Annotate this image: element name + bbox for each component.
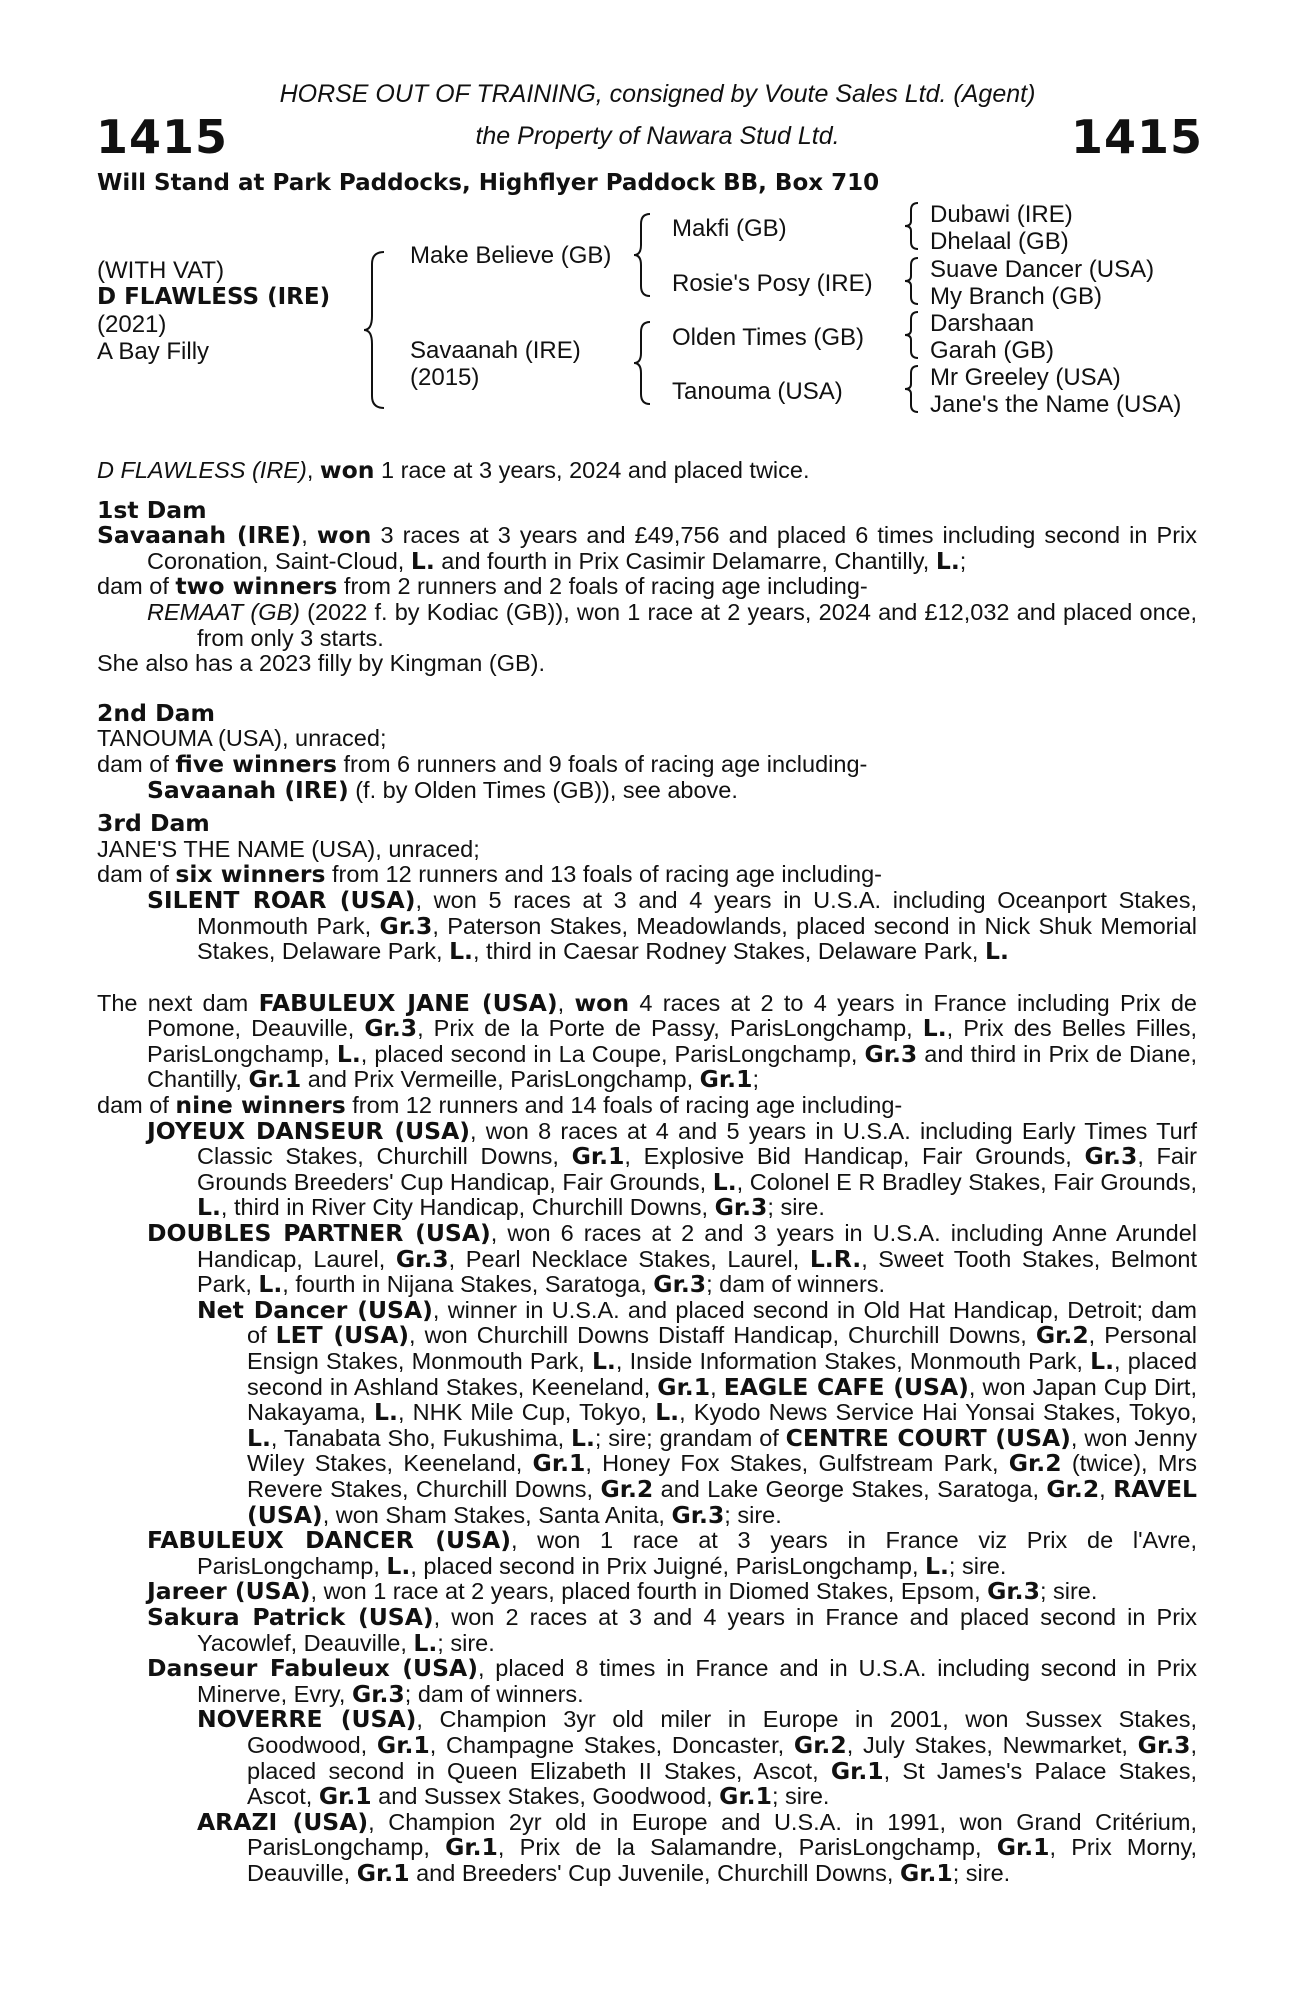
pedigree-brace-g1 xyxy=(905,201,921,251)
joyeux-danseur-entry: JOYEUX DANSEUR (USA), won 8 races at 4 and 5 years in U.S.A. including Early Times Turf Classic Stakes, Churchill Downs, Gr.1, Explosive Bid Handicap, Fair Grounds, Gr.3, Fair Grounds Breeders' Cup Handicap, Fair Grounds, L., Colonel E R Bradley Stakes, Fair Grounds, L., third in River City Handicap, Churchill Downs, Gr.3; sire. xyxy=(147,1116,1198,1222)
sire-sire: Makfi (GB) xyxy=(672,215,787,242)
horse-description: A Bay Filly xyxy=(97,338,210,365)
fabuleux-dancer-entry: FABULEUX DANCER (USA), won 1 race at 3 years in France viz Prix de l'Avre, ParisLongchamp, L., placed second in Prix Juigné, ParisLongchamp, L.; sire. xyxy=(147,1526,1197,1580)
jareer-entry: Jareer (USA), won 1 race at 2 years, placed fourth in Diomed Stakes, Epsom, Gr.3; sire. xyxy=(147,1577,1098,1606)
next-dam-paragraph: The next dam FABULEUX JANE (USA), won 4 races at 2 to 4 years in France including Prix de Pomone, Deauville, Gr.3, Prix de la Porte de Passy, ParisLongchamp, L., Prix des Belles Filles, ParisLongchamp, L., placed second in La Coupe, ParisLongchamp, Gr.3 and third in Prix de Diane, Chantilly, Gr.1 and Prix Vermeille, ParisLongchamp, Gr.1; xyxy=(97,988,1197,1094)
property-line: the Property of Nawara Stud Ltd. xyxy=(475,122,840,150)
third-dam-produce: dam of six winners from 12 runners and 13 foals of racing age including- xyxy=(97,860,882,889)
gg-8: Jane's the Name (USA) xyxy=(930,391,1182,418)
sire-dam: Rosie's Posy (IRE) xyxy=(672,270,873,297)
pedigree-brace-g3 xyxy=(905,310,921,360)
next-dam-produce: dam of nine winners from 12 runners and 14 foals of racing age including- xyxy=(97,1091,903,1120)
catalogue-body xyxy=(97,458,1197,1886)
sakura-patrick-entry: Sakura Patrick (USA), won 2 races at 3 and 4 years in France and placed second in Prix Yacowlef, Deauville, L.; sire. xyxy=(147,1602,1197,1657)
stand-location: Will Stand at Park Paddocks, Highflyer Paddock BB, Box 710 xyxy=(97,170,880,196)
arazi-entry: ARAZI (USA), Champion 2yr old in Europe and U.S.A. in 1991, won Grand Critérium, ParisLongchamp, Gr.1, Prix de la Salamandre, ParisLongchamp, Gr.1, Prix Morny, Deauville, Gr.1 and Breeders' Cup Juvenile, Churchill Downs, Gr.1; sire. xyxy=(197,1807,1197,1887)
second-dam-heading: 2nd Dam xyxy=(97,698,215,727)
first-dam-also: She also has a 2023 filly by Kingman (GB). xyxy=(97,650,546,677)
danseur-fabuleux-entry: Danseur Fabuleux (USA), placed 8 times in France and in U.S.A. including second in Prix Minerve, Evry, Gr.3; dam of winners. xyxy=(147,1654,1197,1708)
pedigree-brace-sire xyxy=(634,212,656,298)
third-dam-heading: 3rd Dam xyxy=(97,809,210,838)
horse-year: (2021) xyxy=(97,311,167,338)
lot-number-left: 1415 xyxy=(96,110,229,164)
first-dam-paragraph: Savaanah (IRE), won 3 races at 3 years and £49,756 and placed 6 times including second in Prix Coronation, Saint-Cloud, L. and fourth in Prix Casimir Delamarre, Chantilly, L.; xyxy=(97,521,1197,575)
silent-roar-entry: SILENT ROAR (USA), won 5 races at 3 and 4 years in U.S.A. including Oceanport Stakes, Monmouth Park, Gr.3, Paterson Stakes, Meadowlands, placed second in Nick Shuk Memorial Stakes, Delaware Park, L., third in Caesar Rodney Stakes, Delaware Park, L. xyxy=(147,885,1197,966)
dam-dam: Tanouma (USA) xyxy=(672,378,843,405)
gg-5: Darshaan xyxy=(930,310,1035,337)
second-dam-line: TANOUMA (USA), unraced; xyxy=(97,725,387,752)
intro-paragraph: D FLAWLESS (IRE), won 1 race at 3 years, 2024 and placed twice. xyxy=(97,456,810,484)
consignor-line: HORSE OUT OF TRAINING, consigned by Voute Sales Ltd. (Agent) xyxy=(279,80,1036,108)
second-dam-produce: dam of five winners from 6 runners and 9 foals of racing age including- xyxy=(97,749,868,778)
net-dancer-entry: Net Dancer (USA), winner in U.S.A. and placed second in Old Hat Handicap, Detroit; dam of LET (USA), won Churchill Downs Distaff Handicap, Churchill Downs, Gr.2, Personal Ensign Stakes, Monmouth Park, L., Inside Information Stakes, Monmouth Park, L., placed second in Ashland Stakes, Keeneland, Gr.1, EAGLE CAFE (USA), won Japan Cup Dirt, Nakayama, L., NHK Mile Cup, Tokyo, L., Kyodo News Service Hai Yonsai Stakes, Tokyo, L., Tanabata Sho, Fukushima, L.; sire; grandam of CENTRE COURT (USA), won Jenny Wiley Stakes, Keeneland, Gr.1, Honey Fox Stakes, Gulfstream Park, Gr.2 (twice), Mrs Revere Stakes, Churchill Downs, Gr.2 and Lake George Stakes, Saratoga, Gr.2, RAVEL (USA), won Sham Stakes, Santa Anita, Gr.3; sire. xyxy=(197,1295,1198,1529)
dam-year: (2015) xyxy=(410,364,480,391)
dam-sire: Olden Times (GB) xyxy=(672,324,865,351)
pedigree-brace-g4 xyxy=(905,364,921,414)
savaanah-entry: Savaanah (IRE) (f. by Olden Times (GB)), see above. xyxy=(147,775,738,804)
third-dam-line: JANE'S THE NAME (USA), unraced; xyxy=(97,835,480,862)
gg-7: Mr Greeley (USA) xyxy=(930,364,1121,391)
noverre-entry: NOVERRE (USA), Champion 3yr old miler in Europe in 2001, won Sussex Stakes, Goodwood, Gr.1, Champagne Stakes, Doncaster, Gr.2, July Stakes, Newmarket, Gr.3, placed second in Queen Elizabeth II Stakes, Ascot, Gr.1, St James's Palace Stakes, Ascot, Gr.1 and Sussex Stakes, Goodwood, Gr.1; sire. xyxy=(197,1705,1198,1811)
horse-name: D FLAWLESS (IRE) xyxy=(97,284,331,310)
remaat-entry: REMAAT (GB) (2022 f. by Kodiac (GB)), won 1 race at 2 years, 2024 and £12,032 and placed once, from only 3 starts. xyxy=(147,598,1197,651)
sire-name: Make Believe (GB) xyxy=(410,242,612,269)
dam-name: Savaanah (IRE) xyxy=(410,337,581,364)
pedigree-brace-g2 xyxy=(905,256,921,306)
first-dam-heading: 1st Dam xyxy=(97,495,207,524)
intro-horse-name: D FLAWLESS (IRE) xyxy=(97,457,307,483)
lot-number-right: 1415 xyxy=(1070,110,1203,164)
pedigree-brace-dam xyxy=(634,320,656,406)
first-dam-produce: dam of two winners from 2 runners and 2 foals of racing age including- xyxy=(97,572,868,601)
doubles-partner-entry: DOUBLES PARTNER (USA), won 6 races at 2 and 3 years in U.S.A. including Anne Arundel Handicap, Laurel, Gr.3, Pearl Necklace Stakes, Laurel, L.R., Sweet Tooth Stakes, Belmont Park, L., fourth in Nijana Stakes, Saratoga, Gr.3; dam of winners. xyxy=(147,1219,1198,1299)
gg-3: Suave Dancer (USA) xyxy=(930,256,1155,283)
gg-6: Garah (GB) xyxy=(930,337,1055,364)
pedigree-brace-main xyxy=(364,250,390,410)
gg-4: My Branch (GB) xyxy=(930,283,1103,310)
horse-vat: (WITH VAT) xyxy=(97,257,225,284)
gg-1: Dubawi (IRE) xyxy=(930,201,1073,228)
gg-2: Dhelaal (GB) xyxy=(930,228,1069,255)
